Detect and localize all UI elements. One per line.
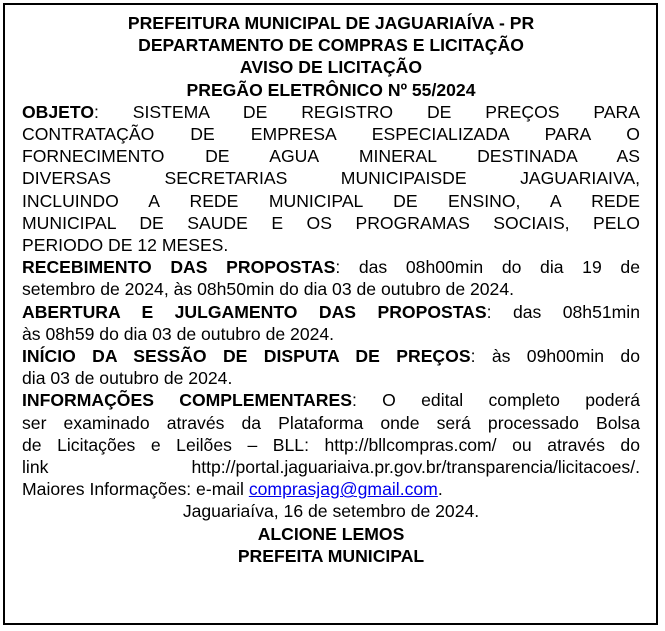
informacoes-section: INFORMAÇÕES COMPLEMENTARES: O edital completo poderá ser examinado através da Plataforma onde será processado Bolsa de Licitações e Leilões – BLL: http://bllcompras.com/ ou através do link http://portal.jaguariaiva.pr.gov.br/transparencia/licitacoes/. Maiores Informações: e-mail comprasjag@gmail.com. [22, 390, 640, 500]
objeto-line: FORNECIMENTO DE AGUA MINERAL DESTINADA AS [22, 146, 640, 167]
informacoes-line: de Licitações e Leilões – BLL: http://bllcompras.com/ ou através do [22, 434, 640, 455]
inicio-line: dia 03 de outubro de 2024. [22, 368, 233, 389]
recebimento-line: setembro de 2024, às 08h50min do dia 03 de outubro de 2024. [22, 279, 515, 300]
objeto-line: INCLUINDO A REDE MUNICIPAL DE ENSINO, A REDE [22, 190, 640, 211]
objeto-label: OBJETO [22, 101, 95, 122]
header-prefeitura: PREFEITURA MUNICIPAL DE JAGUARIAÍVA - PR [127, 13, 535, 33]
objeto-line: DIVERSAS SECRETARIAS MUNICIPAISDE JAGUARIAIVA, [22, 168, 640, 189]
licitacao-notice [22, 12, 640, 567]
objeto-line: SISTEMA DE REGISTRO DE PREÇOS PARA [132, 101, 640, 122]
objeto-section: OBJETO: SISTEMA DE REGISTRO DE PREÇOS PARA CONTRATAÇÃO DE EMPRESA ESPECIALIZADA PARA O FORNECIMENTO DE AGUA MINERAL DESTINADA AS DIVERSAS SECRETARIAS MUNICIPAISDE JAGUARIAIVA, INCLUINDO A REDE MUNICIPAL DE ENSINO, A REDE MUNICIPAL DE SAUDE E OS PROGRAMAS SOCIAIS, PELO PERIODO DE 12 MESES. [22, 101, 640, 256]
abertura-line: às 08h59 do dia 03 de outubro de 2024. [22, 323, 335, 344]
abertura-section: ABERTURA E JULGAMENTO DAS PROPOSTAS: das 08h51min às 08h59 do dia 03 de outubro de 2024. [22, 301, 640, 344]
abertura-label: ABERTURA E JULGAMENTO DAS PROPOSTAS [22, 301, 487, 322]
inicio-section: INÍCIO DA SESSÃO DE DISPUTA DE PREÇOS: às 09h00min do dia 03 de outubro de 2024. [22, 346, 641, 389]
header-aviso: AVISO DE LICITAÇÃO [239, 57, 423, 78]
informacoes-contact-prefix: Maiores Informações: e-mail [22, 479, 244, 500]
informacoes-line: ser examinado através da Plataforma onde será processado Bolsa [22, 412, 640, 433]
objeto-line: PERIODO DE 12 MESES. [22, 235, 229, 256]
signatory-name: ALCIONE LEMOS [257, 523, 405, 544]
informacoes-label: INFORMAÇÕES COMPLEMENTARES [22, 390, 352, 411]
recebimento-section: RECEBIMENTO DAS PROPOSTAS: das 08h00min do dia 19 de setembro de 2024, às 08h50min do dia 03 de outubro de 2024. [22, 257, 640, 300]
inicio-label: INÍCIO DA SESSÃO DE DISPUTA DE PREÇOS [22, 346, 471, 367]
header-departamento: DEPARTAMENTO DE COMPRAS E LICITAÇÃO [138, 35, 524, 56]
objeto-line: CONTRATAÇÃO DE EMPRESA ESPECIALIZADA PARA O [22, 124, 640, 145]
signature-date: Jaguariaíva, 16 de setembro de 2024. [182, 501, 480, 522]
recebimento-label: RECEBIMENTO DAS PROPOSTAS [22, 257, 336, 278]
informacoes-contact-suffix: . [437, 479, 443, 500]
recebimento-line: das 08h00min do dia 19 de [358, 257, 640, 278]
header-pregao: PREGÃO ELETRÔNICO Nº 55/2024 [186, 79, 476, 100]
abertura-line: das 08h51min [512, 301, 640, 322]
signatory-title: PREFEITA MUNICIPAL [237, 545, 425, 566]
inicio-line: às 09h00min do [491, 346, 641, 367]
informacoes-link-line: link http://portal.jaguariaiva.pr.gov.br/transparencia/licitacoes/. [22, 457, 640, 478]
informacoes-line: O edital completo poderá [382, 390, 640, 411]
email-link[interactable]: comprasjag@gmail.com [248, 479, 438, 500]
objeto-line: MUNICIPAL DE SAUDE E OS PROGRAMAS SOCIAIS, PELO [22, 212, 640, 233]
